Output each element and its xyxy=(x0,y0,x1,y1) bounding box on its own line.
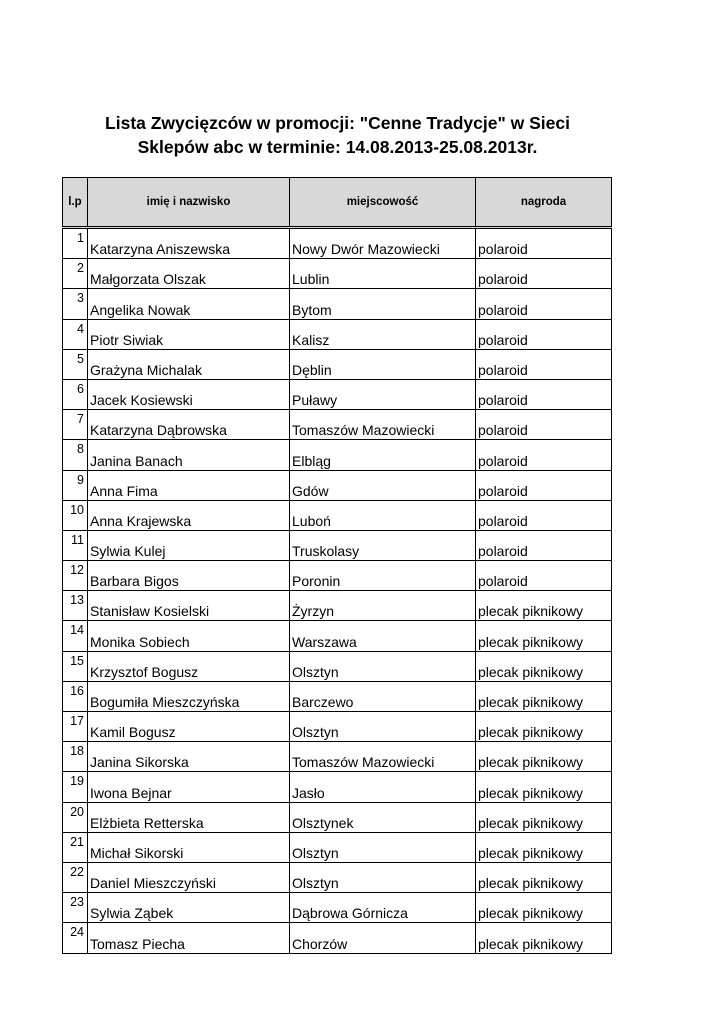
cell-prize-text: polaroid xyxy=(478,482,528,499)
header-town: miejscowość xyxy=(290,178,476,228)
table-row xyxy=(63,410,612,440)
cell-town xyxy=(290,591,476,621)
cell-lp xyxy=(63,410,88,440)
table-row xyxy=(63,802,612,832)
table-row xyxy=(63,470,612,500)
cell-name-text: Janina Banach xyxy=(90,452,183,469)
cell-lp-text: 13 xyxy=(70,593,84,608)
cell-lp xyxy=(63,591,88,621)
cell-lp-text: 3 xyxy=(77,291,84,306)
cell-name-text: Sylwia Ząbek xyxy=(90,905,174,922)
cell-town xyxy=(290,259,476,289)
cell-prize xyxy=(476,893,612,923)
cell-town xyxy=(290,742,476,772)
cell-name-text: Katarzyna Aniszewska xyxy=(90,241,231,258)
header-lp: l.p xyxy=(63,178,88,228)
cell-town-text: Kalisz xyxy=(292,331,330,348)
cell-town-text: Żyrzyn xyxy=(292,603,334,620)
cell-prize xyxy=(476,712,612,742)
cell-lp-text: 7 xyxy=(77,412,84,427)
cell-town-text: Nowy Dwór Mazowiecki xyxy=(292,241,440,258)
cell-name xyxy=(88,228,290,259)
table-row xyxy=(63,923,612,953)
cell-lp xyxy=(63,893,88,923)
cell-town xyxy=(290,530,476,560)
cell-lp xyxy=(63,440,88,470)
cell-prize xyxy=(476,319,612,349)
cell-name xyxy=(88,259,290,289)
cell-name xyxy=(88,923,290,953)
cell-name-text: Piotr Siwiak xyxy=(90,331,164,348)
cell-town xyxy=(290,893,476,923)
cell-town-text: Gdów xyxy=(292,482,329,499)
cell-prize-text: polaroid xyxy=(478,331,528,348)
cell-prize xyxy=(476,410,612,440)
cell-prize-text: polaroid xyxy=(478,392,528,409)
cell-lp xyxy=(63,862,88,892)
cell-prize-text: polaroid xyxy=(478,543,528,560)
cell-town-text: Tomaszów Mazowiecki xyxy=(292,422,435,439)
cell-prize xyxy=(476,440,612,470)
cell-town-text: Bytom xyxy=(292,301,332,318)
cell-name xyxy=(88,319,290,349)
cell-name-text: Elżbieta Retterska xyxy=(90,814,204,831)
cell-prize-text: plecak piknikowy xyxy=(478,633,584,650)
cell-lp-text: 12 xyxy=(70,563,84,578)
cell-name-text: Krzysztof Bogusz xyxy=(90,663,199,680)
cell-town-text: Truskolasy xyxy=(292,543,360,560)
cell-name-text: Barbara Bigos xyxy=(90,573,179,590)
cell-town-text: Elbląg xyxy=(292,452,331,469)
table-row xyxy=(63,621,612,651)
table-row xyxy=(63,440,612,470)
cell-name xyxy=(88,681,290,711)
cell-lp-text: 9 xyxy=(77,472,84,487)
table-row xyxy=(63,289,612,319)
title-line-2: Sklepów abc w terminie: 14.08.2013-25.08.2013r. xyxy=(137,137,538,157)
cell-lp xyxy=(63,228,88,259)
cell-name xyxy=(88,832,290,862)
cell-prize-text: plecak piknikowy xyxy=(478,935,584,952)
cell-town xyxy=(290,440,476,470)
cell-name xyxy=(88,742,290,772)
cell-town xyxy=(290,561,476,591)
cell-prize xyxy=(476,470,612,500)
cell-prize xyxy=(476,621,612,651)
cell-town-text: Olsztyn xyxy=(292,875,339,892)
table-row xyxy=(63,591,612,621)
table-row xyxy=(63,500,612,530)
header-name: imię i nazwisko xyxy=(88,178,290,228)
table-row xyxy=(63,228,612,259)
cell-lp-text: 6 xyxy=(77,381,84,396)
table-row xyxy=(63,832,612,862)
cell-town-text: Dąbrowa Górnicza xyxy=(292,905,408,922)
cell-lp-text: 1 xyxy=(77,231,84,245)
cell-lp xyxy=(63,923,88,953)
cell-name-text: Angelika Nowak xyxy=(90,301,191,318)
cell-lp xyxy=(63,802,88,832)
cell-town xyxy=(290,228,476,259)
cell-prize-text: plecak piknikowy xyxy=(478,875,584,892)
cell-lp xyxy=(63,259,88,289)
cell-town xyxy=(290,681,476,711)
cell-lp-text: 14 xyxy=(70,623,84,638)
cell-town-text: Olsztyn xyxy=(292,844,339,861)
cell-prize xyxy=(476,259,612,289)
cell-prize xyxy=(476,681,612,711)
cell-lp xyxy=(63,561,88,591)
cell-name-text: Grażyna Michalak xyxy=(90,361,203,378)
cell-name-text: Michał Sikorski xyxy=(90,844,184,861)
table-body xyxy=(63,228,612,954)
cell-lp xyxy=(63,349,88,379)
cell-lp-text: 16 xyxy=(70,683,84,698)
cell-town-text: Barczewo xyxy=(292,694,354,710)
table-row xyxy=(63,681,612,711)
table-row xyxy=(63,319,612,349)
cell-lp-text: 17 xyxy=(70,714,84,728)
cell-name-text: Małgorzata Olszak xyxy=(90,271,206,288)
cell-town-text: Olsztynek xyxy=(292,814,354,831)
cell-name xyxy=(88,862,290,892)
cell-name xyxy=(88,289,290,319)
cell-town xyxy=(290,349,476,379)
cell-prize-text: plecak piknikowy xyxy=(478,784,584,801)
cell-lp-text: 18 xyxy=(70,744,84,759)
cell-lp xyxy=(63,289,88,319)
cell-prize xyxy=(476,591,612,621)
table-row xyxy=(63,259,612,289)
cell-lp xyxy=(63,319,88,349)
cell-name-text: Kamil Bogusz xyxy=(90,724,176,741)
cell-name xyxy=(88,500,290,530)
cell-town-text: Chorzów xyxy=(292,935,348,952)
cell-prize xyxy=(476,530,612,560)
cell-town-text: Olsztyn xyxy=(292,663,339,680)
cell-lp xyxy=(63,742,88,772)
cell-prize-text: polaroid xyxy=(478,422,528,439)
cell-prize-text: polaroid xyxy=(478,573,528,590)
cell-town-text: Luboń xyxy=(292,512,331,529)
table-row xyxy=(63,712,612,742)
cell-name xyxy=(88,712,290,742)
cell-prize-text: plecak piknikowy xyxy=(478,724,584,741)
table-row xyxy=(63,742,612,772)
cell-prize-text: polaroid xyxy=(478,271,528,288)
cell-town xyxy=(290,712,476,742)
cell-prize-text: plecak piknikowy xyxy=(478,814,584,831)
table-row xyxy=(63,893,612,923)
cell-name-text: Iwona Bejnar xyxy=(90,784,172,801)
cell-name xyxy=(88,802,290,832)
cell-name xyxy=(88,379,290,409)
cell-name xyxy=(88,651,290,681)
cell-prize xyxy=(476,832,612,862)
cell-lp-text: 22 xyxy=(70,864,84,879)
cell-name-text: Anna Fima xyxy=(90,482,158,499)
cell-lp-text: 8 xyxy=(77,442,84,457)
cell-town xyxy=(290,289,476,319)
cell-town-text: Puławy xyxy=(292,392,338,409)
cell-name-text: Jacek Kosiewski xyxy=(90,392,193,409)
cell-prize xyxy=(476,289,612,319)
cell-town xyxy=(290,772,476,802)
cell-prize-text: polaroid xyxy=(478,361,528,378)
cell-town-text: Jasło xyxy=(292,784,325,801)
cell-lp xyxy=(63,651,88,681)
cell-name-text: Sylwia Kulej xyxy=(90,543,166,560)
cell-prize-text: polaroid xyxy=(478,512,528,529)
cell-lp-text: 11 xyxy=(71,532,84,547)
cell-prize xyxy=(476,228,612,259)
cell-town-text: Warszawa xyxy=(292,633,357,650)
cell-lp xyxy=(63,470,88,500)
cell-prize xyxy=(476,862,612,892)
cell-prize xyxy=(476,561,612,591)
cell-lp xyxy=(63,621,88,651)
winners-table xyxy=(62,177,612,954)
cell-prize-text: polaroid xyxy=(478,301,528,318)
cell-lp-text: 20 xyxy=(70,804,84,819)
table-row xyxy=(63,561,612,591)
cell-lp xyxy=(63,681,88,711)
table-row xyxy=(63,530,612,560)
cell-lp xyxy=(63,772,88,802)
cell-name xyxy=(88,440,290,470)
cell-name xyxy=(88,591,290,621)
cell-town xyxy=(290,410,476,440)
cell-name xyxy=(88,893,290,923)
cell-town xyxy=(290,832,476,862)
cell-prize-text: plecak piknikowy xyxy=(478,663,584,680)
table-header-row xyxy=(63,178,612,228)
cell-lp-text: 24 xyxy=(70,925,84,940)
cell-town-text: Dęblin xyxy=(292,361,332,378)
cell-name-text: Tomasz Piecha xyxy=(90,935,185,952)
header-prize: nagroda xyxy=(476,178,612,228)
cell-prize-text: polaroid xyxy=(478,241,528,258)
cell-name xyxy=(88,410,290,440)
cell-lp-text: 4 xyxy=(77,321,84,336)
cell-name-text: Stanisław Kosielski xyxy=(90,603,210,620)
cell-name xyxy=(88,561,290,591)
cell-town-text: Olsztyn xyxy=(292,724,339,741)
title-line-1: Lista Zwycięzców w promocji: "Cenne Tradycje" w Sieci xyxy=(105,113,570,133)
cell-town xyxy=(290,651,476,681)
cell-prize-text: plecak piknikowy xyxy=(478,844,584,861)
cell-lp xyxy=(63,712,88,742)
cell-town xyxy=(290,470,476,500)
cell-prize-text: plecak piknikowy xyxy=(478,694,584,710)
cell-prize-text: plecak piknikowy xyxy=(478,905,584,922)
cell-name-text: Janina Sikorska xyxy=(90,754,189,771)
cell-prize xyxy=(476,651,612,681)
cell-prize xyxy=(476,379,612,409)
cell-name-text: Daniel Mieszczyński xyxy=(90,875,217,892)
cell-name xyxy=(88,530,290,560)
cell-name-text: Monika Sobiech xyxy=(90,633,190,650)
table-row xyxy=(63,349,612,379)
cell-lp-text: 5 xyxy=(77,351,84,366)
cell-prize-text: plecak piknikowy xyxy=(478,603,584,620)
cell-name-text: Anna Krajewska xyxy=(90,512,192,529)
cell-town xyxy=(290,621,476,651)
table-row xyxy=(63,862,612,892)
cell-town xyxy=(290,500,476,530)
cell-town-text: Poronin xyxy=(292,573,341,590)
cell-prize xyxy=(476,802,612,832)
cell-lp-text: 10 xyxy=(70,502,84,517)
cell-town xyxy=(290,379,476,409)
table-row xyxy=(63,772,612,802)
cell-town xyxy=(290,862,476,892)
cell-lp xyxy=(63,530,88,560)
cell-town-text: Lublin xyxy=(292,271,330,288)
cell-name xyxy=(88,470,290,500)
cell-town xyxy=(290,319,476,349)
cell-lp xyxy=(63,832,88,862)
cell-name xyxy=(88,349,290,379)
cell-name xyxy=(88,772,290,802)
cell-lp-text: 15 xyxy=(70,653,84,668)
cell-lp xyxy=(63,500,88,530)
cell-town xyxy=(290,802,476,832)
cell-lp-text: 21 xyxy=(70,834,84,849)
cell-prize xyxy=(476,742,612,772)
cell-prize-text: polaroid xyxy=(478,452,528,469)
cell-lp xyxy=(63,379,88,409)
cell-town-text: Tomaszów Mazowiecki xyxy=(292,754,435,771)
cell-lp-text: 2 xyxy=(77,261,84,276)
cell-prize xyxy=(476,500,612,530)
cell-name-text: Bogumiła Mieszczyńska xyxy=(90,694,240,710)
cell-lp-text: 19 xyxy=(70,774,84,789)
cell-prize xyxy=(476,923,612,953)
cell-name xyxy=(88,621,290,651)
cell-prize-text: plecak piknikowy xyxy=(478,754,584,771)
cell-prize xyxy=(476,349,612,379)
cell-name-text: Katarzyna Dąbrowska xyxy=(90,422,227,439)
document-title xyxy=(0,111,675,159)
cell-prize xyxy=(476,772,612,802)
table-row xyxy=(63,379,612,409)
cell-lp-text: 23 xyxy=(70,895,84,910)
cell-town xyxy=(290,923,476,953)
table-row xyxy=(63,651,612,681)
